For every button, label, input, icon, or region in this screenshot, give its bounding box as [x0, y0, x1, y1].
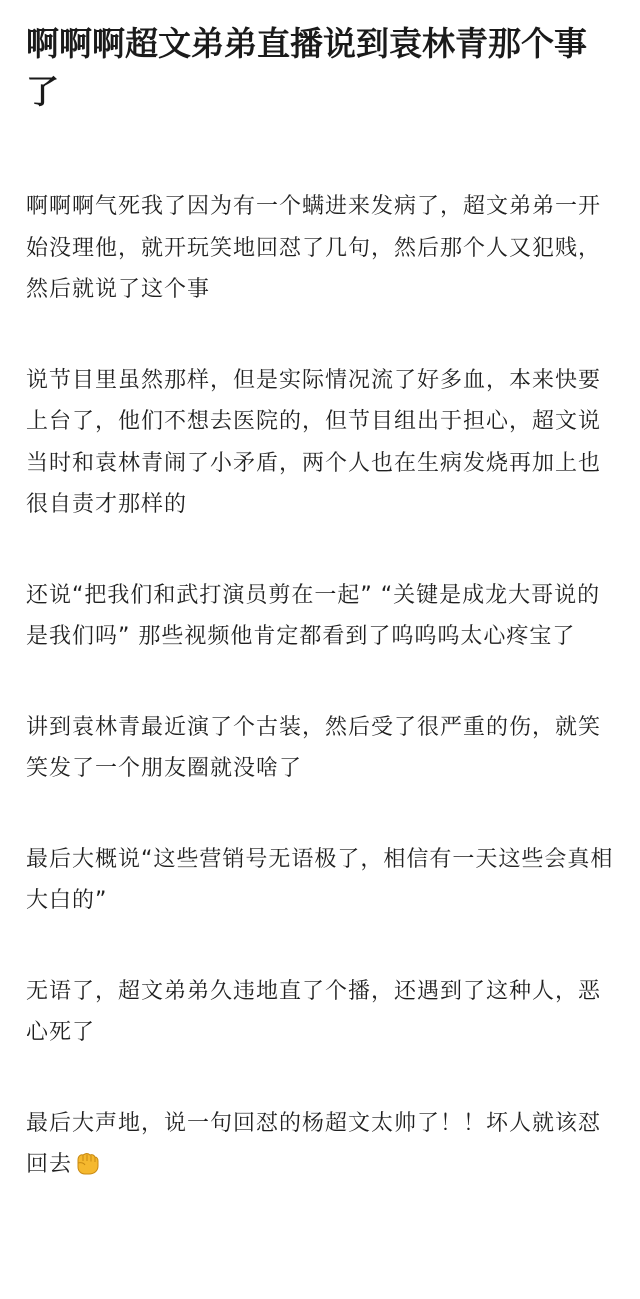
- post-paragraph: 最后大概说“这些营销号无语极了，相信有一天这些会真相大白的”: [26, 846, 614, 913]
- post-title: 啊啊啊超文弟弟直播说到袁林青那个事了: [26, 24, 587, 111]
- post-paragraph: 啊啊啊气死我了因为有一个螨进来发病了，超文弟弟一开始没理他，就开玩笑地回怼了几句，然后那个人又犯贱，然后就说了这个事: [26, 194, 602, 302]
- post-body: [26, 186, 614, 1186]
- post-paragraph: 说节目里虽然那样，但是实际情况流了好多血，本来快要上台了，他们不想去医院的，但节目组出于担心，超文说当时和袁林青闹了小矛盾，两个人也在生病发烧再加上也很自责才那样的: [26, 367, 602, 517]
- post-paragraph-last-text: 最后大声地，说一句回怼的杨超文太帅了！！坏人就该怼回去: [26, 1110, 602, 1177]
- fist-emoji-icon: [74, 1149, 100, 1175]
- post-paragraph-last: [26, 1103, 614, 1186]
- post-paragraph: 讲到袁林青最近演了个古装，然后受了很严重的伤，就笑笑发了一个朋友圈就没啥了: [26, 714, 602, 781]
- post-paragraph: 无语了，超文弟弟久违地直了个播，还遇到了这种人，恶心死了: [26, 978, 602, 1045]
- post-paragraph: 还说“把我们和武打演员剪在一起” “关键是成龙大哥说的是我们吗” 那些视频他肯定都看到了呜呜呜太心疼宝了: [26, 582, 601, 649]
